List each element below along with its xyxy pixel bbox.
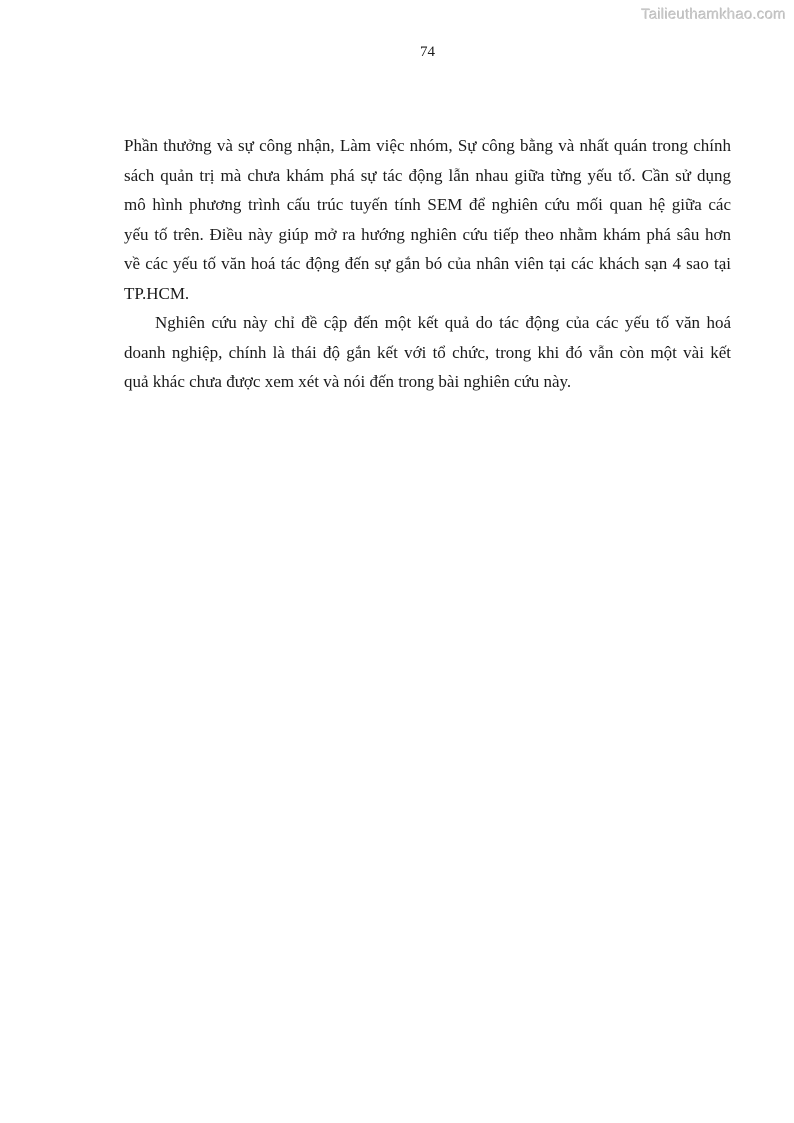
paragraph-1	[124, 131, 731, 308]
page-number: 74	[420, 44, 435, 60]
text-line: TP.HCM.	[124, 283, 190, 303]
text-line: Phần thưởng và sự công nhận, Làm việc nhóm, Sự công bằng và nhất quán trong chính	[124, 136, 731, 155]
text-line: mô hình phương trình cấu trúc tuyến tính SEM để nghiên cứu mối quan hệ giữa các	[124, 195, 731, 214]
text-line: quả khác chưa được xem xét và nói đến trong bài nghiên cứu này.	[124, 372, 572, 391]
watermark-text: Tailieuthamkhao.com	[641, 6, 786, 23]
text-line: về các yếu tố văn hoá tác động đến sự gắn bó của nhân viên tại các khách sạn 4 sao tại	[124, 254, 731, 273]
text-line: doanh nghiệp, chính là thái độ gắn kết với tổ chức, trong khi đó vẫn còn một vài kết	[124, 342, 731, 362]
paragraph-2	[124, 308, 731, 397]
text-line: yếu tố trên. Điều này giúp mở ra hướng nghiên cứu tiếp theo nhằm khám phá sâu hơn	[124, 224, 731, 244]
text-line: sách quản trị mà chưa khám phá sự tác động lẫn nhau giữa từng yếu tố. Cần sử dụng	[124, 165, 731, 185]
text-line: Nghiên cứu này chỉ đề cập đến một kết quả do tác động của các yếu tố văn hoá	[155, 313, 731, 332]
body-text	[124, 131, 731, 397]
